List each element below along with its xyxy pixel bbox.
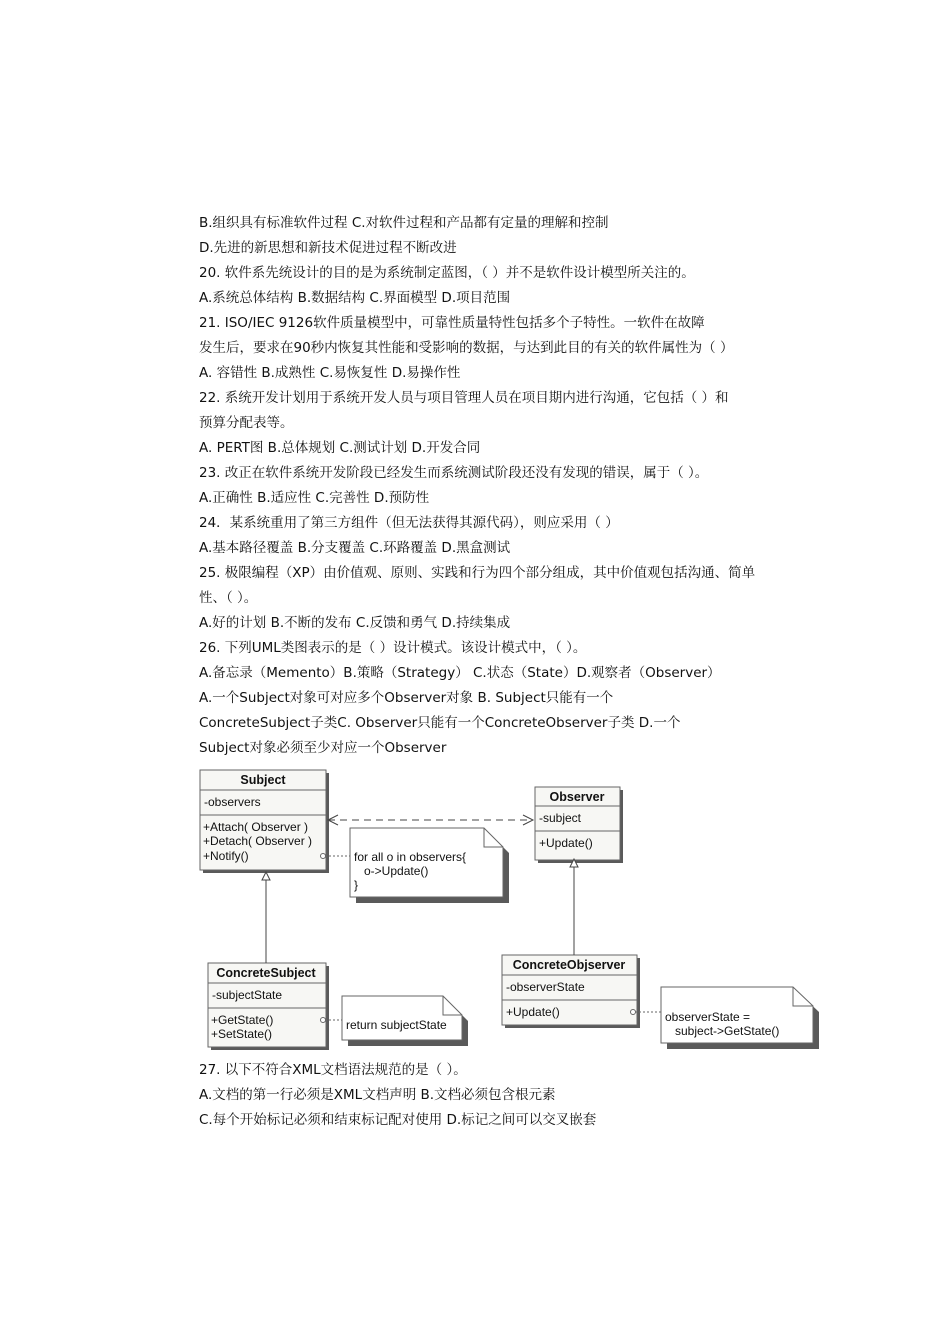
note-text: observerState = bbox=[665, 1010, 751, 1024]
note-update bbox=[661, 987, 819, 1049]
class-operation: +GetState() bbox=[211, 1013, 274, 1027]
class-operation: +Update() bbox=[539, 836, 593, 850]
note-text: } bbox=[354, 878, 359, 892]
class-observer bbox=[535, 787, 623, 863]
question-24: 24．某系统重用了第三方组件（但无法获得其源代码），则应采用（ ） bbox=[199, 515, 619, 531]
note-text: o->Update() bbox=[354, 864, 429, 878]
note-anchor bbox=[631, 1010, 662, 1015]
class-operation: +Detach( Observer ) bbox=[203, 834, 313, 848]
text-line: A.系统总体结构 B.数据结构 C.界面模型 D.项目范围 bbox=[199, 290, 511, 306]
text-line: D.先进的新思想和新技术促进过程不断改进 bbox=[199, 240, 457, 256]
text-line: 发生后，要求在90秒内恢复其性能和受影响的数据，与达到此目的有关的软件属性为（ ） bbox=[199, 340, 734, 356]
class-attribute: -observerState bbox=[506, 980, 585, 994]
question-20: 20. 软件系先统设计的目的是为系统制定蓝图，（ ）并不是软件设计模型所关注的。 bbox=[199, 265, 695, 281]
text-line: A.一个Subject对象可对应多个Observer对象 B. Subject只能有一个 bbox=[199, 690, 614, 706]
association-arrow bbox=[328, 815, 533, 825]
inheritance-arrow bbox=[570, 859, 578, 955]
note-anchor bbox=[321, 1018, 343, 1023]
class-attribute: -subject bbox=[539, 811, 582, 825]
class-concrete-observer bbox=[502, 955, 640, 1028]
text-line: Subject对象必须至少对应一个Observer bbox=[199, 740, 447, 756]
text-line: A.好的计划 B.不断的发布 C.反馈和勇气 D.持续集成 bbox=[199, 615, 511, 631]
class-operation: +SetState() bbox=[211, 1027, 273, 1041]
question-22: 22. 系统开发计划用于系统开发人员与项目管理人员在项目期内进行沟通，它包括（ ）和 bbox=[199, 390, 729, 406]
class-subject bbox=[200, 770, 329, 873]
note-anchor bbox=[321, 854, 351, 859]
class-operation: +Update() bbox=[506, 1005, 560, 1019]
class-name: Subject bbox=[240, 773, 286, 787]
note-text: for all o in observers{ bbox=[354, 850, 467, 864]
text-line: C.每个开始标记必须和结束标记配对使用 D.标记之间可以交叉嵌套 bbox=[199, 1112, 597, 1128]
class-concrete-subject bbox=[208, 963, 329, 1050]
text-line: 预算分配表等。 bbox=[199, 415, 294, 431]
question-27: 27. 以下不符合XML文档语法规范的是（ ）。 bbox=[199, 1062, 467, 1078]
text-line: ConcreteSubject子类C. Observer只能有一个ConcreteObserver子类 D.一个 bbox=[199, 715, 681, 731]
class-attribute: -observers bbox=[204, 795, 261, 809]
text-line: A. 容错性 B.成熟性 C.易恢复性 D.易操作性 bbox=[199, 365, 461, 381]
question-21: 21. ISO/IEC 9126软件质量模型中，可靠性质量特性包括多个子特性。一软件在故障 bbox=[199, 315, 705, 331]
class-operation: +Notify() bbox=[203, 849, 249, 863]
class-operation: +Attach( Observer ) bbox=[203, 820, 309, 834]
class-name: ConcreteObjserver bbox=[512, 958, 626, 972]
text-line: A.基本路径覆盖 B.分支覆盖 C.环路覆盖 D.黑盒测试 bbox=[199, 540, 511, 556]
question-25: 25. 极限编程（XP）由价值观、原则、实践和行为四个部分组成，其中价值观包括沟通、简单 bbox=[199, 565, 756, 581]
text-line: A.正确性 B.适应性 C.完善性 D.预防性 bbox=[199, 490, 430, 506]
note-notify bbox=[350, 828, 509, 903]
note-text: return subjectState bbox=[346, 1018, 447, 1032]
class-name: ConcreteSubject bbox=[216, 966, 316, 980]
text-line: A.文档的第一行必须是XML文档声明 B.文档必须包含根元素 bbox=[199, 1087, 556, 1103]
note-getstate bbox=[342, 996, 468, 1046]
class-attribute: -subjectState bbox=[212, 988, 283, 1002]
text-line: A.备忘录（Memento）B.策略（Strategy） C.状态（State）D.观察者（Observer） bbox=[199, 665, 721, 681]
note-text: subject->GetState() bbox=[665, 1024, 780, 1038]
question-23: 23. 改正在软件系统开发阶段已经发生而系统测试阶段还没有发现的错误，属于（ ）。 bbox=[199, 465, 709, 481]
text-line: B.组织具有标准软件过程 C.对软件过程和产品都有定量的理解和控制 bbox=[199, 215, 609, 231]
question-26: 26. 下列UML类图表示的是（ ）设计模式。该设计模式中，（ ）。 bbox=[199, 640, 587, 656]
text-line: A. PERT图 B.总体规划 C.测试计划 D.开发合同 bbox=[199, 440, 481, 456]
text-line: 性、（ ）。 bbox=[199, 590, 258, 606]
class-name: Observer bbox=[549, 790, 605, 804]
inheritance-arrow bbox=[262, 872, 270, 963]
